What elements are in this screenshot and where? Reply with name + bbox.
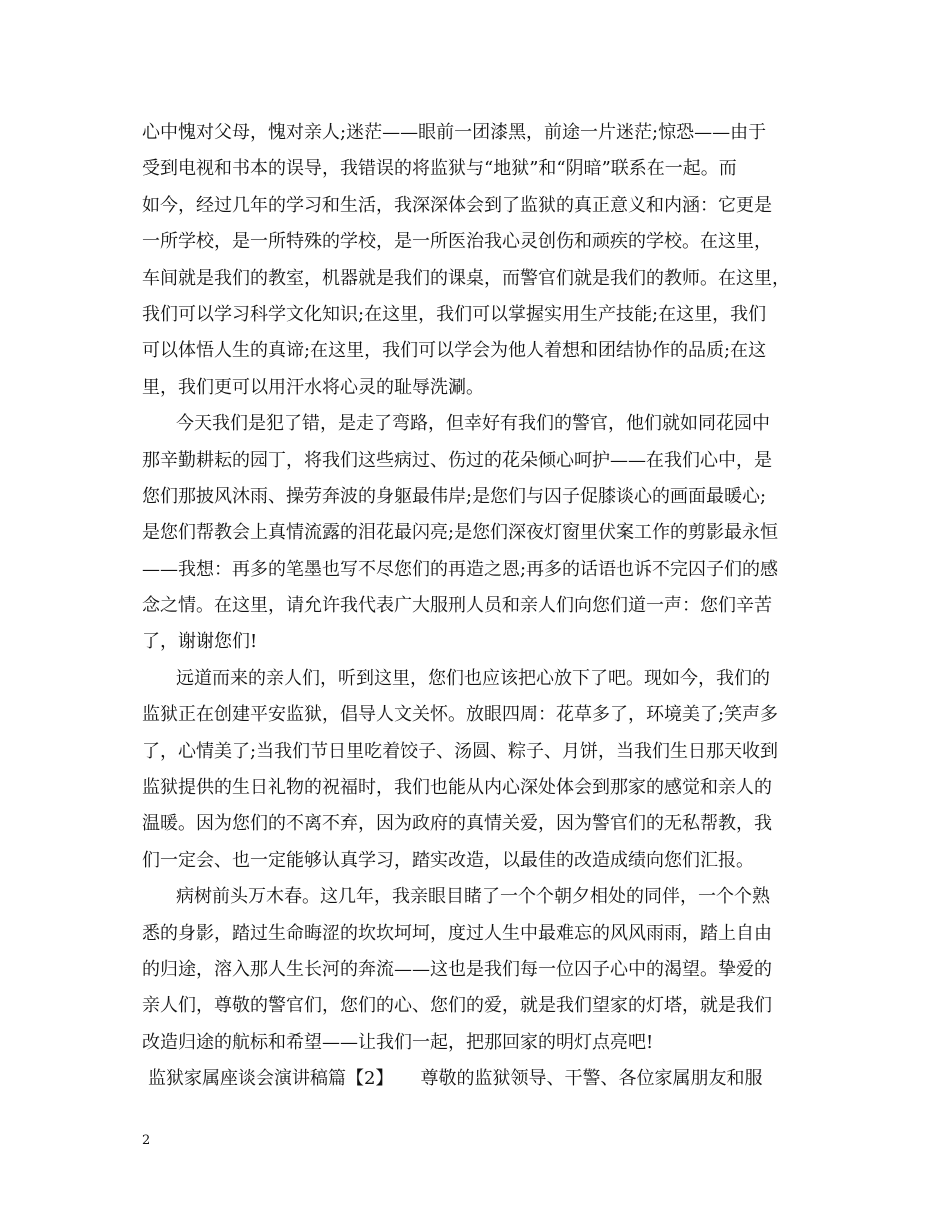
text-line: 一所学校，是一所特殊的学校，是一所医治我心灵创伤和顽疾的学校。在这里，: [142, 231, 772, 253]
text-line: 里，我们更可以用汗水将心灵的耻辱洗涮。: [142, 376, 484, 398]
text-line: 们一定会、也一定能够认真学习，踏实改造，以最佳的改造成绩向您们汇报。: [142, 849, 754, 871]
text-line: 车间就是我们的教室，机器就是我们的课桌，而警官们就是我们的教师。在这里，: [142, 267, 790, 289]
section-heading-line: 监狱家属座谈会演讲稿篇【2】 尊敬的监狱领导、干警、各位家属朋友和服: [148, 1068, 763, 1090]
text-line: 了，谢谢您们!: [142, 631, 258, 653]
text-line: 温暖。因为您们的不离不弃，因为政府的真情关爱，因为警官们的无私帮教，我: [142, 813, 772, 835]
text-line: 监狱提供的生日礼物的祝福时，我们也能从内心深处体会到那家的感觉和亲人的: [142, 777, 772, 799]
paragraph-first-line: 今天我们是犯了错，是走了弯路，但幸好有我们的警官，他们就如同花园中: [176, 413, 770, 435]
paragraph-first-line: 远道而来的亲人们，听到这里，您们也应该把心放下了吧。现如今，我们的: [176, 667, 770, 689]
text-line: 心中愧对父母，愧对亲人;迷茫——眼前一团漆黑，前途一片迷茫;惊恐——由于: [142, 122, 767, 143]
text-line: 我们可以学习科学文化知识;在这里，我们可以掌握实用生产技能;在这里，我们: [142, 303, 767, 325]
text-line: ——我想：再多的笔墨也写不尽您们的再造之恩;再多的话语也诉不完囚子们的感: [142, 558, 779, 580]
page-number: 2: [142, 1133, 151, 1148]
text-line: 改造归途的航标和希望——让我们一起，把那回家的明灯点亮吧!: [142, 1031, 654, 1053]
text-line: 如今，经过几年的学习和生活，我深深体会到了监狱的真正意义和内涵：它更是: [142, 194, 772, 216]
text-line: 受到电视和书本的误导，我错误的将监狱与“地狱”和“阴暗”联系在一起。而: [142, 158, 737, 180]
paragraph-first-line: 病树前头万木春。这几年，我亲眼目睹了一个个朝夕相处的同伴，一个个熟: [176, 886, 770, 908]
text-line: 的归途，溶入那人生长河的奔流——这也是我们每一位囚子心中的渴望。挚爱的: [142, 958, 772, 980]
body-text: [142, 115, 822, 1098]
text-line: 可以体悟人生的真谛;在这里，我们可以学会为他人着想和团结协作的品质;在这: [142, 340, 767, 362]
text-line: 念之情。在这里，请允许我代表广大服刑人员和亲人们向您们道一声：您们辛苦: [142, 595, 772, 617]
text-line: 了，心情美了;当我们节日里吃着饺子、汤圆、粽子、月饼，当我们生日那天收到: [142, 740, 779, 762]
text-line: 亲人们，尊敬的警官们，您们的心、您们的爱，就是我们望家的灯塔，就是我们: [142, 995, 772, 1017]
text-line: 那辛勤耕耘的园丁，将我们这些病过、伤过的花朵倾心呵护——在我们心中，是: [142, 449, 772, 471]
text-line: 是您们帮教会上真情流露的泪花最闪亮;是您们深夜灯窗里伏案工作的剪影最永恒: [142, 522, 779, 544]
text-line: 悉的身影，踏过生命晦涩的坎坎坷坷，度过人生中最难忘的风风雨雨，踏上自由: [142, 922, 772, 944]
text-line: 监狱正在创建平安监狱，倡导人文关怀。放眼四周：花草多了，环境美了;笑声多: [142, 704, 779, 726]
text-line: 您们那披风沐雨、操劳奔波的身躯最伟岸;是您们与囚子促膝谈心的画面最暖心;: [142, 485, 767, 507]
